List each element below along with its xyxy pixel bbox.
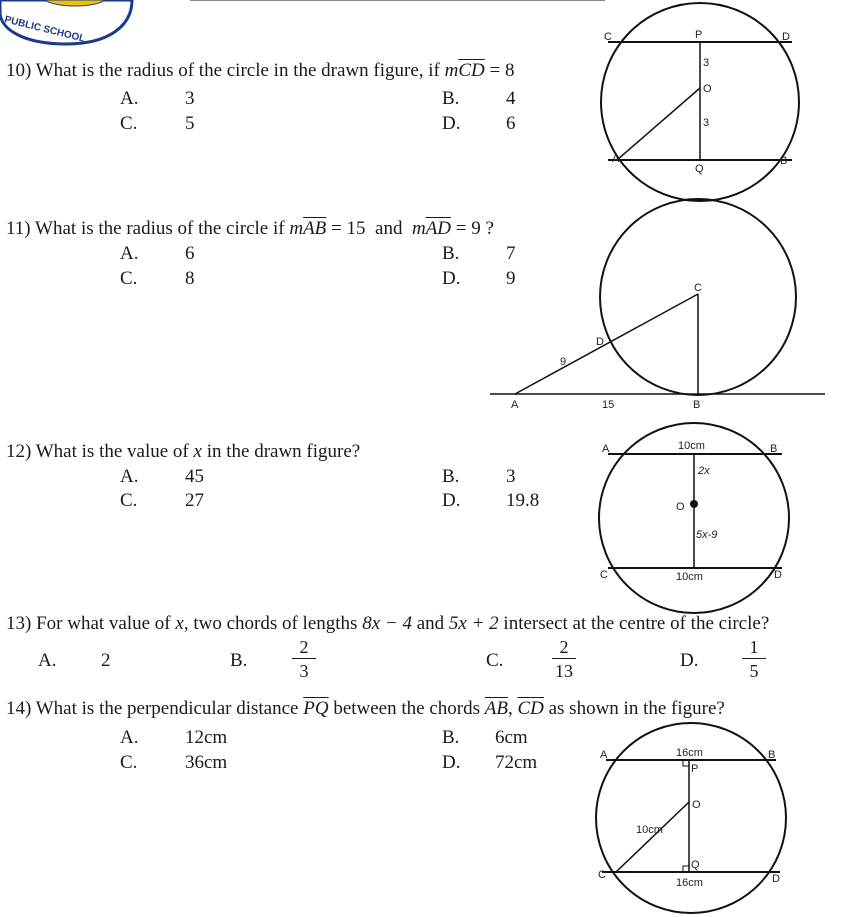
svg-text:A: A: [600, 749, 608, 761]
svg-text:D: D: [782, 31, 790, 43]
option-d-value: 72cm: [495, 752, 538, 773]
option-c-value: 8: [185, 268, 195, 289]
option-a-value: 6: [185, 243, 195, 264]
option-d: D.: [442, 752, 461, 773]
header-rule: [190, 0, 605, 1]
svg-text:B: B: [770, 443, 778, 455]
school-name: PUBLIC SCHOOL: [3, 14, 87, 45]
question-number: 12): [6, 441, 32, 462]
option-d: D.: [442, 490, 461, 511]
svg-text:O: O: [692, 799, 701, 811]
svg-text:O: O: [703, 83, 712, 95]
option-c: C.: [120, 113, 138, 134]
school-logo-badge: [0, 0, 140, 50]
svg-text:C: C: [694, 282, 702, 294]
option-a: A.: [120, 243, 139, 264]
option-a-value: 3: [185, 88, 195, 109]
svg-text:Q: Q: [695, 163, 704, 175]
svg-text:C: C: [600, 569, 608, 581]
option-c: C.: [120, 268, 138, 289]
question-12-text: 12) What is the value of x in the drawn figure?: [6, 441, 361, 462]
option-d-value: 9: [506, 268, 516, 289]
option-b-value: 7: [506, 243, 516, 264]
figure-q12: [590, 420, 810, 615]
svg-text:C: C: [598, 869, 606, 881]
svg-text:5x-9: 5x-9: [696, 529, 718, 541]
option-a: A.: [120, 727, 139, 748]
svg-text:B: B: [693, 399, 701, 411]
option-d-fraction: $\frac{1}{5}$: [742, 636, 766, 683]
option-b-value: 3: [506, 466, 516, 487]
svg-text:10cm: 10cm: [676, 571, 703, 583]
svg-text:P: P: [691, 763, 699, 775]
svg-text:3: 3: [703, 57, 710, 69]
svg-text:16cm: 16cm: [676, 877, 703, 889]
option-d-value: 6: [506, 113, 516, 134]
svg-text:Q: Q: [691, 859, 700, 871]
figure-q11: [480, 195, 830, 420]
svg-text:A: A: [511, 399, 519, 411]
svg-text:10cm: 10cm: [678, 440, 705, 452]
option-b: B.: [442, 727, 460, 748]
option-d: D.: [442, 268, 461, 289]
option-b: B.: [442, 466, 460, 487]
svg-text:P: P: [695, 29, 703, 41]
option-a: A.: [120, 88, 139, 109]
svg-text:B: B: [780, 155, 788, 167]
svg-text:B: B: [768, 749, 776, 761]
question-13-text: 13) For what value of x, two chords of lengths 8x − 4 and 5x + 2 intersect at the centre of the circle?: [6, 613, 770, 634]
svg-text:A: A: [612, 153, 620, 165]
question-10-text: 10) What is the radius of the circle in the drawn figure, if $m\overline{CD} = 8$: [6, 60, 515, 81]
option-b-value: 4: [506, 88, 516, 109]
figure-q14: [588, 720, 810, 917]
svg-text:10cm: 10cm: [636, 824, 663, 836]
svg-text:A: A: [602, 443, 610, 455]
question-number: 11): [6, 218, 31, 239]
option-b-value: 6cm: [495, 727, 528, 748]
school-logo: [0, 0, 140, 50]
svg-text:D: D: [772, 873, 780, 885]
svg-text:3: 3: [703, 117, 710, 129]
svg-text:9: 9: [560, 356, 567, 368]
option-d: D.: [442, 113, 461, 134]
option-a-value: 12cm: [185, 727, 228, 748]
question-14-text: 14) What is the perpendicular distance $\overline{PQ}$ between the chords $\overline{AB}$, $\overline{CD}$ as shown in the figure?: [6, 698, 725, 719]
option-c-fraction: $\frac{2}{13}$: [552, 636, 576, 683]
question-number: 14): [6, 698, 32, 719]
option-a-value: 2: [101, 650, 111, 671]
option-c: C.: [486, 650, 504, 671]
figure-q10: [590, 0, 810, 205]
svg-text:D: D: [774, 569, 782, 581]
option-c-value: 36cm: [185, 752, 228, 773]
option-d: D.: [680, 650, 699, 671]
svg-text:16cm: 16cm: [676, 747, 703, 759]
option-b-fraction: $\frac{2}{3}$: [292, 636, 316, 683]
question-11-text: 11) What is the radius of the circle if $m\overline{AB} = 15$ and $m\overline{AD} = 9$ ?: [6, 218, 494, 239]
option-c: C.: [120, 752, 138, 773]
option-b: B.: [442, 88, 460, 109]
option-b: B.: [442, 243, 460, 264]
svg-text:2x: 2x: [698, 465, 710, 477]
option-a-value: 45: [185, 466, 204, 487]
svg-text:C: C: [604, 31, 612, 43]
option-c-value: 5: [185, 113, 195, 134]
svg-text:D: D: [596, 336, 604, 348]
option-c-value: 27: [185, 490, 204, 511]
question-number: 10): [6, 60, 32, 81]
svg-text:O: O: [676, 501, 685, 513]
question-number: 13): [6, 613, 32, 634]
option-a: A.: [120, 466, 139, 487]
svg-text:15: 15: [602, 399, 615, 411]
option-b: B.: [230, 650, 248, 671]
option-c: C.: [120, 490, 138, 511]
option-a: A.: [38, 650, 57, 671]
option-d-value: 19.8: [506, 490, 540, 511]
